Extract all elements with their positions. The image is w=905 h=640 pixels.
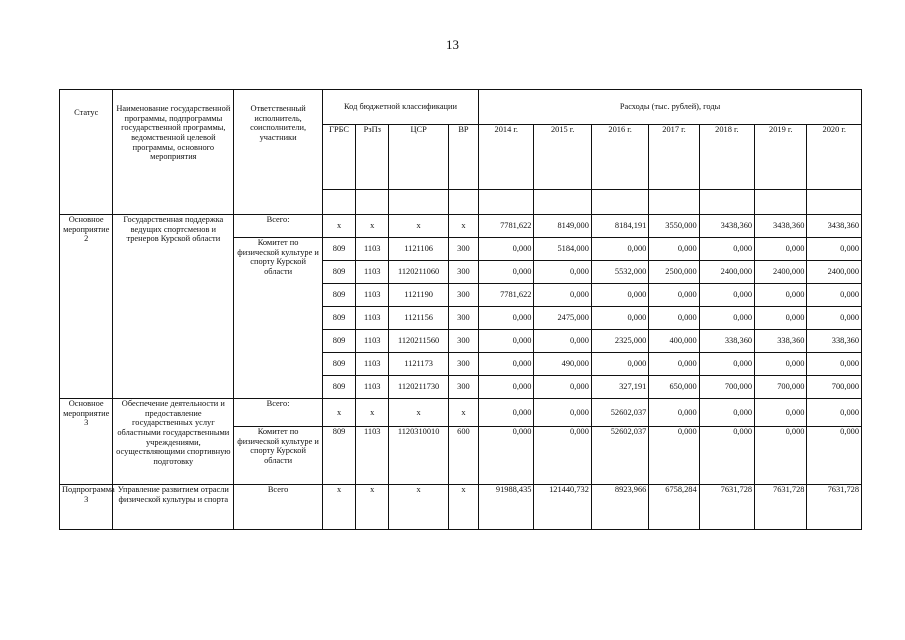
value-cell: 700,000 bbox=[755, 376, 807, 399]
blank-cell bbox=[356, 190, 389, 215]
value-cell: 0,000 bbox=[699, 284, 754, 307]
row-status: Основное мероприятие 2 bbox=[60, 215, 113, 399]
table-row bbox=[60, 399, 862, 427]
code-cell: 300 bbox=[448, 261, 478, 284]
value-cell: 7631,728 bbox=[699, 485, 754, 530]
row-executor-total: Всего: bbox=[234, 399, 323, 427]
value-cell: 0,000 bbox=[755, 238, 807, 261]
code-cell: 809 bbox=[322, 284, 355, 307]
value-cell: 0,000 bbox=[755, 353, 807, 376]
value-cell: 0,000 bbox=[699, 353, 754, 376]
value-cell: 7781,622 bbox=[479, 284, 534, 307]
value-cell: 0,000 bbox=[479, 399, 534, 427]
value-cell: 0,000 bbox=[807, 238, 862, 261]
code-cell: х bbox=[448, 485, 478, 530]
value-cell: 2475,000 bbox=[534, 307, 591, 330]
header-expenses-group: Расходы (тыс. рублей), годы bbox=[479, 90, 862, 125]
page-number: 13 bbox=[446, 37, 459, 52]
value-cell: 0,000 bbox=[807, 307, 862, 330]
code-cell: 1121190 bbox=[389, 284, 448, 307]
header-executor: Ответственный исполнитель, соисполнители, участники bbox=[234, 90, 323, 215]
header-code-col: ЦСР bbox=[389, 125, 448, 190]
header-name: Наименование государственной программы, подпрограммы государственной программы, ведомственной целевой программы, основного мероприятия bbox=[113, 90, 234, 215]
code-cell: х bbox=[356, 485, 389, 530]
row-name: Управление развитием отрасли физической культуры и спорта bbox=[113, 485, 234, 530]
value-cell: 8184,191 bbox=[591, 215, 648, 238]
value-cell: 7631,728 bbox=[755, 485, 807, 530]
value-cell: 0,000 bbox=[534, 376, 591, 399]
code-cell: 809 bbox=[322, 238, 355, 261]
blank-cell bbox=[699, 190, 754, 215]
code-cell: 1103 bbox=[356, 330, 389, 353]
code-cell: х bbox=[448, 399, 478, 427]
code-cell: 300 bbox=[448, 376, 478, 399]
value-cell: 5184,000 bbox=[534, 238, 591, 261]
value-cell: 8923,966 bbox=[591, 485, 648, 530]
header-year: 2015 г. bbox=[534, 125, 591, 190]
value-cell: 0,000 bbox=[479, 238, 534, 261]
header-year: 2014 г. bbox=[479, 125, 534, 190]
value-cell: 0,000 bbox=[534, 427, 591, 485]
value-cell: 0,000 bbox=[807, 399, 862, 427]
value-cell: 2400,000 bbox=[699, 261, 754, 284]
value-cell: 338,360 bbox=[807, 330, 862, 353]
budget-table bbox=[59, 89, 862, 530]
code-cell: 1103 bbox=[356, 284, 389, 307]
blank-cell bbox=[322, 190, 355, 215]
value-cell: 0,000 bbox=[649, 307, 699, 330]
code-cell: х bbox=[448, 215, 478, 238]
header-year: 2018 г. bbox=[699, 125, 754, 190]
blank-cell bbox=[807, 190, 862, 215]
value-cell: 0,000 bbox=[807, 284, 862, 307]
value-cell: 700,000 bbox=[699, 376, 754, 399]
value-cell: 0,000 bbox=[807, 353, 862, 376]
code-cell: 1120211560 bbox=[389, 330, 448, 353]
code-cell: 809 bbox=[322, 307, 355, 330]
code-cell: 1121156 bbox=[389, 307, 448, 330]
value-cell: 2325,000 bbox=[591, 330, 648, 353]
value-cell: 0,000 bbox=[591, 307, 648, 330]
row-name: Государственная поддержка ведущих спортсменов и тренеров Курской области bbox=[113, 215, 234, 399]
code-cell: 809 bbox=[322, 353, 355, 376]
value-cell: 0,000 bbox=[534, 330, 591, 353]
value-cell: 0,000 bbox=[479, 353, 534, 376]
value-cell: 3438,360 bbox=[807, 215, 862, 238]
value-cell: 0,000 bbox=[534, 261, 591, 284]
code-cell: 1121106 bbox=[389, 238, 448, 261]
code-cell: х bbox=[356, 399, 389, 427]
value-cell: 327,191 bbox=[591, 376, 648, 399]
value-cell: 0,000 bbox=[591, 284, 648, 307]
code-cell: 600 bbox=[448, 427, 478, 485]
value-cell: 0,000 bbox=[479, 427, 534, 485]
header-year: 2019 г. bbox=[755, 125, 807, 190]
value-cell: 2400,000 bbox=[807, 261, 862, 284]
value-cell: 121440,732 bbox=[534, 485, 591, 530]
code-cell: 1103 bbox=[356, 238, 389, 261]
value-cell: 0,000 bbox=[479, 376, 534, 399]
value-cell: 0,000 bbox=[699, 427, 754, 485]
code-cell: 1120310010 bbox=[389, 427, 448, 485]
value-cell: 0,000 bbox=[591, 353, 648, 376]
value-cell: 0,000 bbox=[649, 427, 699, 485]
row-executor: Комитет по физической культуре и спорту Курской области bbox=[234, 238, 323, 399]
value-cell: 700,000 bbox=[807, 376, 862, 399]
blank-cell bbox=[649, 190, 699, 215]
code-cell: 1103 bbox=[356, 307, 389, 330]
value-cell: 338,360 bbox=[755, 330, 807, 353]
header-code-col: ВР bbox=[448, 125, 478, 190]
code-cell: х bbox=[389, 399, 448, 427]
header-status: Статус bbox=[60, 90, 113, 215]
code-cell: 300 bbox=[448, 330, 478, 353]
header-year: 2017 г. bbox=[649, 125, 699, 190]
value-cell: 0,000 bbox=[699, 238, 754, 261]
value-cell: 0,000 bbox=[649, 353, 699, 376]
row-executor: Комитет по физической культуре и спорту Курской области bbox=[234, 427, 323, 485]
code-cell: х bbox=[322, 215, 355, 238]
value-cell: 0,000 bbox=[591, 238, 648, 261]
header-code-col: ГРБС bbox=[322, 125, 355, 190]
header-year: 2020 г. bbox=[807, 125, 862, 190]
header-year: 2016 г. bbox=[591, 125, 648, 190]
value-cell: 3438,360 bbox=[755, 215, 807, 238]
code-cell: 1121173 bbox=[389, 353, 448, 376]
value-cell: 400,000 bbox=[649, 330, 699, 353]
code-cell: 1103 bbox=[356, 261, 389, 284]
value-cell: 0,000 bbox=[649, 399, 699, 427]
value-cell: 8149,000 bbox=[534, 215, 591, 238]
code-cell: 1103 bbox=[356, 353, 389, 376]
value-cell: 0,000 bbox=[479, 261, 534, 284]
code-cell: х bbox=[322, 399, 355, 427]
code-cell: 809 bbox=[322, 261, 355, 284]
value-cell: 52602,037 bbox=[591, 427, 648, 485]
value-cell: 0,000 bbox=[479, 330, 534, 353]
value-cell: 650,000 bbox=[649, 376, 699, 399]
value-cell: 0,000 bbox=[755, 307, 807, 330]
row-executor-total: Всего: bbox=[234, 215, 323, 238]
row-name: Обеспечение деятельности и предоставление государственных услуг областными государственными учреждениями, осуществляющими спортивную подготовку bbox=[113, 399, 234, 485]
value-cell: 0,000 bbox=[534, 284, 591, 307]
value-cell: 0,000 bbox=[755, 427, 807, 485]
code-cell: 300 bbox=[448, 238, 478, 261]
row-executor-total: Всего bbox=[234, 485, 323, 530]
blank-cell bbox=[389, 190, 448, 215]
value-cell: 0,000 bbox=[699, 399, 754, 427]
value-cell: 7631,728 bbox=[807, 485, 862, 530]
value-cell: 0,000 bbox=[755, 399, 807, 427]
value-cell: 338,360 bbox=[699, 330, 754, 353]
value-cell: 3550,000 bbox=[649, 215, 699, 238]
code-cell: 809 bbox=[322, 376, 355, 399]
blank-cell bbox=[755, 190, 807, 215]
code-cell: 1120211060 bbox=[389, 261, 448, 284]
value-cell: 0,000 bbox=[649, 238, 699, 261]
table-row bbox=[60, 215, 862, 238]
code-cell: х bbox=[389, 485, 448, 530]
row-status: Подпрограмма 3 bbox=[60, 485, 113, 530]
value-cell: 0,000 bbox=[534, 399, 591, 427]
value-cell: 0,000 bbox=[479, 307, 534, 330]
value-cell: 490,000 bbox=[534, 353, 591, 376]
code-cell: х bbox=[389, 215, 448, 238]
row-status: Основное мероприятие 3 bbox=[60, 399, 113, 485]
value-cell: 6758,284 bbox=[649, 485, 699, 530]
blank-cell bbox=[479, 190, 534, 215]
code-cell: 809 bbox=[322, 330, 355, 353]
value-cell: 5532,000 bbox=[591, 261, 648, 284]
value-cell: 52602,037 bbox=[591, 399, 648, 427]
code-cell: 809 bbox=[322, 427, 355, 485]
value-cell: 0,000 bbox=[649, 284, 699, 307]
value-cell: 0,000 bbox=[699, 307, 754, 330]
table-body bbox=[60, 215, 862, 530]
code-cell: х bbox=[356, 215, 389, 238]
table-row bbox=[60, 485, 862, 530]
value-cell: 7781,622 bbox=[479, 215, 534, 238]
blank-cell bbox=[534, 190, 591, 215]
value-cell: 0,000 bbox=[807, 427, 862, 485]
code-cell: 300 bbox=[448, 353, 478, 376]
value-cell: 0,000 bbox=[755, 284, 807, 307]
header-code-col: РзПз bbox=[356, 125, 389, 190]
value-cell: 3438,360 bbox=[699, 215, 754, 238]
code-cell: 300 bbox=[448, 307, 478, 330]
value-cell: 91988,435 bbox=[479, 485, 534, 530]
code-cell: 1103 bbox=[356, 376, 389, 399]
code-cell: 300 bbox=[448, 284, 478, 307]
value-cell: 2400,000 bbox=[755, 261, 807, 284]
code-cell: 1103 bbox=[356, 427, 389, 485]
value-cell: 2500,000 bbox=[649, 261, 699, 284]
blank-cell bbox=[448, 190, 478, 215]
blank-cell bbox=[591, 190, 648, 215]
header-code-group: Код бюджетной классификации bbox=[322, 90, 478, 125]
code-cell: 1120211730 bbox=[389, 376, 448, 399]
code-cell: х bbox=[322, 485, 355, 530]
